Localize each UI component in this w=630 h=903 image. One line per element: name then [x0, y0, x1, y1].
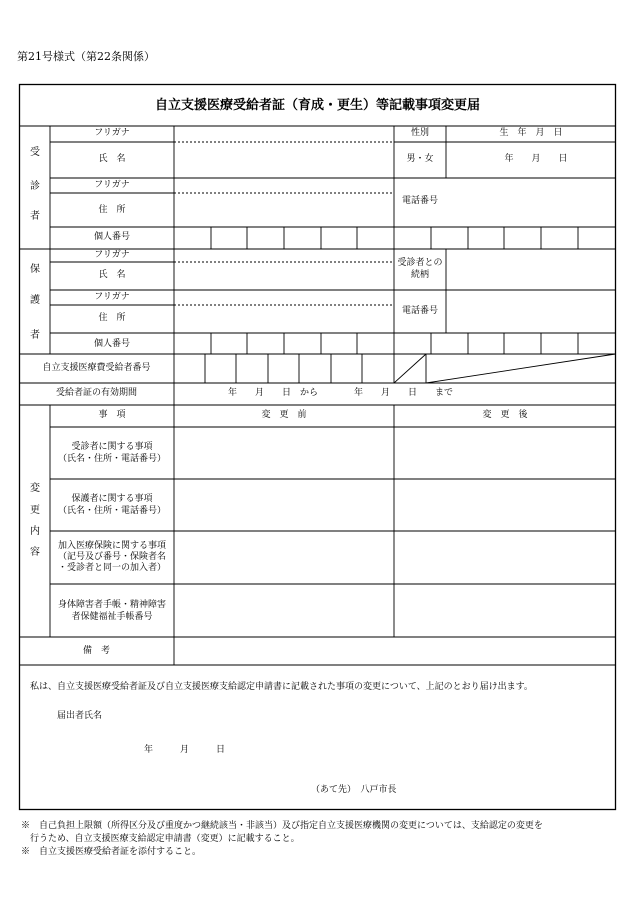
- patient-section-char-1: 受: [30, 147, 40, 158]
- remarks-field[interactable]: [175, 638, 615, 664]
- patient-phone-field[interactable]: [447, 179, 615, 226]
- submitter-name-label: 届出者氏名: [57, 711, 103, 721]
- patient-name-label: 氏 名: [98, 154, 126, 164]
- note-line-3: ※ 自立支援医療受給者証を添付すること。: [21, 847, 202, 857]
- change-row-guardian-line-2: （氏名・住所・電話番号）: [57, 506, 166, 516]
- note-line-2: 行うため、自立支援医療支給認定申請書（変更）に記載すること。: [21, 834, 300, 844]
- patient-address-field[interactable]: [175, 194, 393, 226]
- change-row-patient-line-2: （氏名・住所・電話番号）: [57, 454, 166, 464]
- remarks-label: 備 考: [82, 646, 110, 656]
- guardian-relation-label-1: 受診者との: [397, 258, 443, 268]
- form-number: 第21号様式（第22条関係）: [17, 50, 155, 63]
- validity-period-value: 年 月 日 から 年 月 日 まで: [228, 388, 454, 398]
- guardian-section-char-1: 保: [30, 264, 40, 275]
- guardian-relation-label-2: 続柄: [410, 270, 429, 280]
- patient-sex-value: 男・女: [406, 154, 434, 164]
- guardian-address-field[interactable]: [175, 306, 393, 332]
- patient-personal-no-label: 個人番号: [93, 232, 130, 242]
- patient-birth-label: 生 年 月 日: [499, 128, 563, 138]
- after-change-fields[interactable]: [395, 428, 615, 636]
- change-row-guardian-line-1: 保護者に関する事項: [71, 494, 153, 504]
- patient-birth-value: 年 月 日: [504, 154, 568, 164]
- change-row-insurance-line-2: （記号及び番号・保険者名: [57, 552, 166, 562]
- changes-section-char-1: 変: [30, 483, 40, 494]
- submitter-name-field[interactable]: [120, 706, 420, 724]
- recipient-number-label: 自立支援医療費受給者番号: [42, 363, 151, 373]
- change-row-patient-line-1: 受診者に関する事項: [71, 442, 153, 452]
- guardian-furigana2-label: フリガナ: [94, 292, 130, 302]
- column-before-header: 変 更 前: [261, 410, 307, 420]
- guardian-section-char-2: 護: [30, 295, 40, 306]
- addressee: （あて先） 八戸市長: [311, 785, 397, 795]
- guardian-furigana-label: フリガナ: [94, 250, 130, 260]
- change-row-insurance-line-1: 加入医療保険に関する事項: [57, 541, 166, 551]
- patient-furigana-label: フリガナ: [94, 128, 130, 138]
- note-line-1: ※ 自己負担上限額（所得区分及び重度かつ継続該当・非該当）及び指定自立支援医療機関の変更については、支給認定の変更を: [21, 821, 543, 831]
- patient-phone-label: 電話番号: [401, 196, 438, 206]
- patient-sex-label: 性別: [410, 128, 429, 138]
- guardian-section-char-3: 者: [30, 330, 40, 341]
- guardian-phone-label: 電話番号: [401, 306, 438, 316]
- guardian-name-label: 氏 名: [98, 270, 126, 280]
- guardian-personal-no-label: 個人番号: [93, 339, 130, 349]
- patient-address-label: 住 所: [98, 205, 126, 215]
- column-item-header: 事 項: [98, 410, 126, 420]
- form-title: 自立支援医療受給者証（育成・更生）等記載事項変更届: [154, 98, 480, 113]
- change-row-handbook-line-1: 身体障害者手帳・精神障害: [57, 600, 166, 610]
- patient-section-char-3: 者: [30, 211, 40, 222]
- changes-section-char-3: 内: [30, 526, 40, 537]
- validity-label: 受給者証の有効期間: [55, 388, 137, 398]
- patient-section-char-2: 診: [30, 181, 40, 192]
- guardian-name-field[interactable]: [175, 263, 393, 289]
- change-row-handbook-line-2: 者保健福祉手帳番号: [71, 612, 153, 622]
- changes-section-char-2: 更: [30, 505, 40, 516]
- declaration-text: 私は、自立支援医療受給者証及び自立支援医療支給認定申請書に記載された事項の変更について、上記のとおり届け出ます。: [30, 682, 533, 692]
- patient-name-field[interactable]: [175, 143, 393, 177]
- change-row-insurance-line-3: ・受診者と同一の加入者）: [57, 563, 166, 573]
- date-value: 年 月 日: [144, 745, 226, 755]
- column-after-header: 変 更 後: [482, 410, 528, 420]
- patient-furigana2-label: フリガナ: [94, 180, 130, 190]
- before-change-fields[interactable]: [175, 428, 393, 636]
- guardian-address-label: 住 所: [98, 313, 126, 323]
- changes-section-char-4: 容: [30, 547, 40, 558]
